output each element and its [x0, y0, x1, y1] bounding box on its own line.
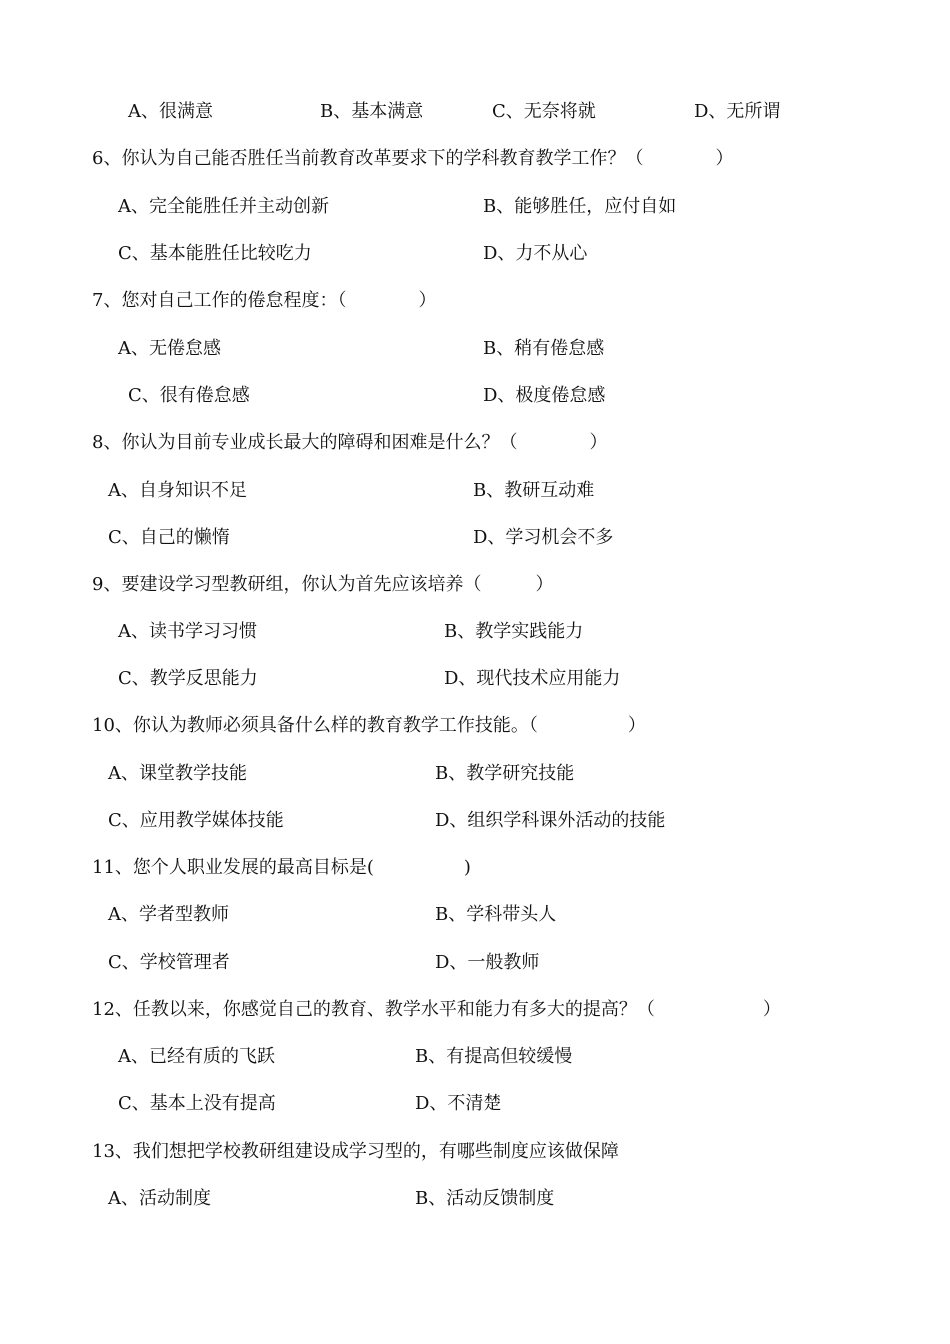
q7-option-c: C、很有倦怠感 [128, 385, 250, 406]
q10-question: 10、你认为教师必须具备什么样的教育教学工作技能。（ ） [92, 715, 646, 736]
q11-question: 11、您个人职业发展的最高目标是( ) [92, 857, 471, 878]
q12-option-b: B、有提高但较缓慢 [415, 1046, 573, 1067]
q7-option-d: D、极度倦怠感 [483, 385, 606, 406]
q6-option-a: A、完全能胜任并主动创新 [118, 196, 329, 217]
q12-option-c: C、基本上没有提高 [118, 1093, 276, 1114]
q9-option-b: B、教学实践能力 [444, 621, 584, 642]
q7-option-a: A、无倦怠感 [118, 338, 221, 359]
q11-option-a: A、学者型教师 [108, 904, 229, 925]
q8-question: 8、你认为目前专业成长最大的障碍和困难是什么？（ ） [92, 432, 608, 453]
q13-option-a: A、活动制度 [108, 1188, 211, 1209]
q12-option-a: A、已经有质的飞跃 [118, 1046, 275, 1067]
q10-option-a: A、课堂教学技能 [108, 763, 247, 784]
q9-question: 9、要建设学习型教研组，你认为首先应该培养（ ） [92, 574, 554, 595]
q6-option-d: D、力不从心 [483, 243, 588, 264]
q11-option-b: B、学科带头人 [435, 904, 557, 925]
q11-option-d: D、一般教师 [435, 952, 540, 973]
q11-option-c: C、学校管理者 [108, 952, 230, 973]
q8-option-c: C、自己的懒惰 [108, 527, 230, 548]
q10-option-c: C、应用教学媒体技能 [108, 810, 284, 831]
q10-option-d: D、组织学科课外活动的技能 [435, 810, 666, 831]
q6-option-b: B、能够胜任，应付自如 [483, 196, 677, 217]
q13-question: 13、我们想把学校教研组建设成学习型的，有哪些制度应该做保障 [92, 1141, 619, 1162]
q6-option-c: C、基本能胜任比较吃力 [118, 243, 312, 264]
q6-question: 6、你认为自己能否胜任当前教育改革要求下的学科教育教学工作？（ ） [92, 148, 734, 169]
q7-option-b: B、稍有倦怠感 [483, 338, 605, 359]
q9-option-d: D、现代技术应用能力 [444, 668, 621, 689]
q8-option-b: B、教研互动难 [473, 480, 595, 501]
q9-option-a: A、读书学习习惯 [118, 621, 257, 642]
q5-option-a: A、很满意 [128, 101, 213, 122]
q12-question: 12、任教以来，你感觉自己的教育、教学水平和能力有多大的提高？（ ） [92, 999, 781, 1020]
q12-option-d: D、不清楚 [415, 1093, 502, 1114]
q5-option-c: C、无奈将就 [492, 101, 596, 122]
q13-option-b: B、活动反馈制度 [415, 1188, 555, 1209]
q8-option-d: D、学习机会不多 [473, 527, 614, 548]
q10-option-b: B、教学研究技能 [435, 763, 575, 784]
q9-option-c: C、教学反思能力 [118, 668, 258, 689]
q8-option-a: A、自身知识不足 [108, 480, 247, 501]
q5-option-b: B、基本满意 [320, 101, 424, 122]
q5-option-d: D、无所谓 [694, 101, 781, 122]
q7-question: 7、您对自己工作的倦怠程度：（ ） [92, 290, 437, 311]
